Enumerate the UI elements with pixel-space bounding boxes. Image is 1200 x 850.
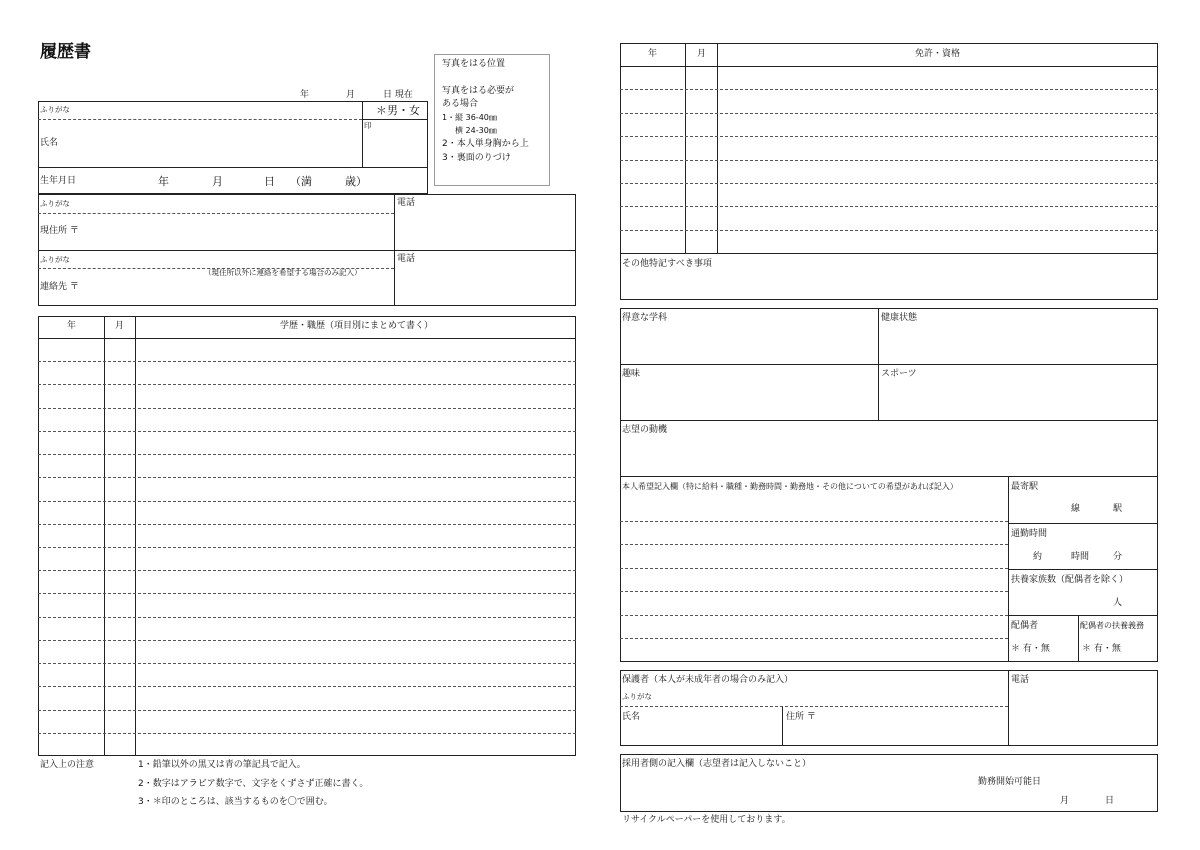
favorite-subjects-field[interactable] <box>622 328 874 360</box>
license-row-month-field[interactable] <box>686 161 716 182</box>
photo-line-1: 写真をはる必要が <box>442 86 515 96</box>
history-row-year-field[interactable] <box>39 362 103 383</box>
license-row-content-field[interactable] <box>718 137 1156 158</box>
spouse-label: 配偶者 <box>1011 621 1039 631</box>
history-row-content-field[interactable] <box>136 664 574 685</box>
commute-label: 通勤時間 <box>1011 529 1048 539</box>
commute-approx: 約 <box>1033 552 1043 562</box>
history-row-content-field[interactable] <box>136 687 574 708</box>
notes-item-1: 1・鉛筆以外の黒又は青の筆記具で記入。 <box>138 760 306 770</box>
license-row-month-field[interactable] <box>686 90 716 111</box>
seal-label: 印 <box>364 121 372 130</box>
nearest-station-label: 最寄駅 <box>1011 482 1039 492</box>
license-row-year-field[interactable] <box>621 207 684 228</box>
photo-line-5: 2・本人単身胸から上 <box>442 139 529 149</box>
history-row-content-field[interactable] <box>136 594 574 615</box>
wishes-row-text-field[interactable] <box>621 616 1007 638</box>
current-address-field[interactable] <box>100 218 390 246</box>
guardian-address-label: 住所 〒 <box>786 712 816 722</box>
station-line-label: 線 <box>1071 504 1081 514</box>
history-row-content-field[interactable] <box>136 432 574 453</box>
history-row-year-field[interactable] <box>39 432 103 453</box>
recycled-paper-note: リサイクルペーパーを使用しております。 <box>622 815 791 825</box>
history-row-year-field[interactable] <box>39 525 103 546</box>
history-row-content-field[interactable] <box>136 385 574 406</box>
history-row-month-field[interactable] <box>105 525 134 546</box>
history-row-content-field[interactable] <box>136 478 574 499</box>
history-row-month-field[interactable] <box>105 711 134 732</box>
contact-phone-label: 電話 <box>397 254 416 264</box>
wishes-row-text-field[interactable] <box>621 545 1007 567</box>
name-furigana-label: ふりがな <box>40 105 70 114</box>
wishes-row-text-field[interactable] <box>621 569 1007 591</box>
hobby-label: 趣味 <box>622 369 641 379</box>
history-row-year-field[interactable] <box>39 409 103 430</box>
gender-select[interactable]: ＊男・女 <box>376 104 420 117</box>
license-row-content-field[interactable] <box>718 67 1156 88</box>
guardian-name-field[interactable] <box>650 710 778 742</box>
license-row-content-field[interactable] <box>718 161 1156 182</box>
history-row-month-field[interactable] <box>105 478 134 499</box>
wishes-label: 本人希望記入欄（特に給料・職種・勤務時間・勤務地・その他についての希望があれば記入） <box>622 482 958 491</box>
contact-note: （現住所以外に連絡を希望する場合のみ記入） <box>204 268 362 277</box>
license-row-year-field[interactable] <box>621 114 684 135</box>
history-row-content-field[interactable] <box>136 502 574 523</box>
photo-line-2: ある場合 <box>442 99 479 109</box>
notes-item-2: 2・数字はアラビア数字で、文字をくずさず正確に書く。 <box>138 779 369 789</box>
sports-field[interactable] <box>881 384 1154 416</box>
history-row-year-field[interactable] <box>39 687 103 708</box>
phone-field[interactable] <box>397 212 572 246</box>
history-row-month-field[interactable] <box>105 362 134 383</box>
photo-line-3: 1・縦 36-40㎜ <box>442 113 497 122</box>
history-row-month-field[interactable] <box>105 641 134 662</box>
history-row-month-field[interactable] <box>105 687 134 708</box>
history-col-content: 学歴・職歴（項目別にまとめて書く） <box>280 321 434 331</box>
history-row-content-field[interactable] <box>136 641 574 662</box>
license-row-month-field[interactable] <box>686 207 716 228</box>
license-col-content: 免許・資格 <box>915 49 961 59</box>
birth-age-open: （満 <box>290 175 312 188</box>
history-row-content-field[interactable] <box>136 525 574 546</box>
birth-day: 日 <box>264 175 275 188</box>
license-col-month: 月 <box>697 49 707 59</box>
commute-hours: 時間 <box>1071 552 1090 562</box>
history-row-content-field[interactable] <box>136 548 574 569</box>
phone-label: 電話 <box>397 198 416 208</box>
photo-heading: 写真をはる位置 <box>442 59 506 69</box>
favorite-subjects-label: 得意な学科 <box>622 313 668 323</box>
start-day-label: 日 <box>1105 796 1115 806</box>
date-day-now-label: 日 現在 <box>383 90 413 100</box>
history-row-year-field[interactable] <box>39 571 103 592</box>
history-row-year-field[interactable] <box>39 641 103 662</box>
history-row-year-field[interactable] <box>39 618 103 639</box>
sports-label: スポーツ <box>881 369 917 379</box>
birth-month: 月 <box>212 175 223 188</box>
history-row-month-field[interactable] <box>105 502 134 523</box>
photo-line-6: 3・裏面のりづけ <box>442 153 511 163</box>
history-row-year-field[interactable] <box>39 502 103 523</box>
history-row-content-field[interactable] <box>136 409 574 430</box>
spouse-select[interactable]: ＊ 有・無 <box>1011 644 1050 654</box>
spouse-support-select[interactable]: ＊ 有・無 <box>1082 644 1121 654</box>
history-row-month-field[interactable] <box>105 385 134 406</box>
spouse-support-label: 配偶者の扶養義務 <box>1080 621 1144 630</box>
wishes-row-text-field[interactable] <box>621 522 1007 544</box>
license-row-year-field[interactable] <box>621 161 684 182</box>
contact-furigana-label: ふりがな <box>40 255 70 264</box>
license-row-year-field[interactable] <box>621 137 684 158</box>
history-row-content-field[interactable] <box>136 362 574 383</box>
license-row-content-field[interactable] <box>718 114 1156 135</box>
license-row-year-field[interactable] <box>621 90 684 111</box>
history-row-year-field[interactable] <box>39 455 103 476</box>
license-row-month-field[interactable] <box>686 184 716 205</box>
birth-age-close: 歳） <box>345 175 367 188</box>
license-row-year-field[interactable] <box>621 231 684 252</box>
license-row-content-field[interactable] <box>718 231 1156 252</box>
history-row-content-field[interactable] <box>136 734 574 755</box>
start-date-label: 勤務開始可能日 <box>978 777 1042 787</box>
history-row-month-field[interactable] <box>105 409 134 430</box>
history-row-content-field[interactable] <box>136 618 574 639</box>
wishes-row-text-field[interactable] <box>621 498 1007 520</box>
wishes-row-text-field[interactable] <box>621 592 1007 614</box>
guardian-furigana-label: ふりがな <box>622 692 652 701</box>
license-row-year-field[interactable] <box>621 67 684 88</box>
wishes-row-text-field[interactable] <box>621 639 1007 661</box>
history-row-content-field[interactable] <box>136 339 574 360</box>
contact-address-field[interactable] <box>100 276 390 302</box>
page-title: 履歴書 <box>40 42 91 62</box>
photo-line-4: 横 24-30㎜ <box>455 126 497 135</box>
history-row-content-field[interactable] <box>136 455 574 476</box>
other-remarks-field[interactable] <box>622 272 1154 296</box>
history-row-month-field[interactable] <box>105 594 134 615</box>
health-label: 健康状態 <box>881 313 918 323</box>
license-row-month-field[interactable] <box>686 231 716 252</box>
license-row-year-field[interactable] <box>621 184 684 205</box>
history-row-month-field[interactable] <box>105 432 134 453</box>
history-row-month-field[interactable] <box>105 455 134 476</box>
history-row-year-field[interactable] <box>39 385 103 406</box>
history-col-month: 月 <box>115 321 125 331</box>
license-row-month-field[interactable] <box>686 137 716 158</box>
history-row-month-field[interactable] <box>105 339 134 360</box>
contact-phone-field[interactable] <box>397 268 572 302</box>
history-row-month-field[interactable] <box>105 618 134 639</box>
birth-label: 生年月日 <box>40 176 77 186</box>
license-row-month-field[interactable] <box>686 114 716 135</box>
history-row-month-field[interactable] <box>105 664 134 685</box>
notes-label: 記入上の注意 <box>40 760 95 770</box>
motivation-label: 志望の動機 <box>622 425 668 435</box>
license-row-content-field[interactable] <box>718 184 1156 205</box>
guardian-label: 保護者（本人が未成年者の場合のみ記入） <box>622 675 794 685</box>
address-furigana-label: ふりがな <box>40 199 70 208</box>
history-row-year-field[interactable] <box>39 711 103 732</box>
current-address-label: 現住所 〒 <box>40 226 79 236</box>
notes-item-3: 3・＊印のところは、該当するものを〇で囲む。 <box>138 797 333 807</box>
license-row-content-field[interactable] <box>718 90 1156 111</box>
history-row-month-field[interactable] <box>105 734 134 755</box>
license-col-year: 年 <box>648 49 658 59</box>
history-col-year: 年 <box>67 321 77 331</box>
dependents-unit: 人 <box>1113 598 1123 608</box>
employer-label: 採用者側の記入欄（志望者は記入しないこと） <box>622 759 812 769</box>
history-row-year-field[interactable] <box>39 339 103 360</box>
guardian-address-field[interactable] <box>830 710 1004 742</box>
history-row-month-field[interactable] <box>105 548 134 569</box>
name-label: 氏名 <box>40 138 59 148</box>
history-row-year-field[interactable] <box>39 594 103 615</box>
guardian-phone-label: 電話 <box>1011 675 1030 685</box>
contact-address-label: 連絡先 〒 <box>40 282 79 292</box>
dependents-label: 扶養家族数（配偶者を除く） <box>1011 575 1129 585</box>
history-row-content-field[interactable] <box>136 711 574 732</box>
history-row-year-field[interactable] <box>39 548 103 569</box>
commute-minutes: 分 <box>1113 552 1123 562</box>
history-row-month-field[interactable] <box>105 571 134 592</box>
station-label: 駅 <box>1113 504 1123 514</box>
guardian-phone-field[interactable] <box>1011 690 1154 742</box>
history-row-year-field[interactable] <box>39 734 103 755</box>
history-row-content-field[interactable] <box>136 571 574 592</box>
start-month-label: 月 <box>1060 796 1070 806</box>
date-year-label: 年 <box>300 90 310 100</box>
history-row-year-field[interactable] <box>39 478 103 499</box>
guardian-name-label: 氏名 <box>622 712 641 722</box>
name-field[interactable] <box>100 128 355 158</box>
license-row-content-field[interactable] <box>718 207 1156 228</box>
birth-year: 年 <box>158 175 169 188</box>
license-row-month-field[interactable] <box>686 67 716 88</box>
hobby-field[interactable] <box>622 384 874 416</box>
other-remarks-label: その他特記すべき事項 <box>622 259 712 269</box>
date-month-label: 月 <box>346 90 356 100</box>
history-row-year-field[interactable] <box>39 664 103 685</box>
health-field[interactable] <box>881 328 1154 360</box>
motivation-field[interactable] <box>622 440 1154 472</box>
